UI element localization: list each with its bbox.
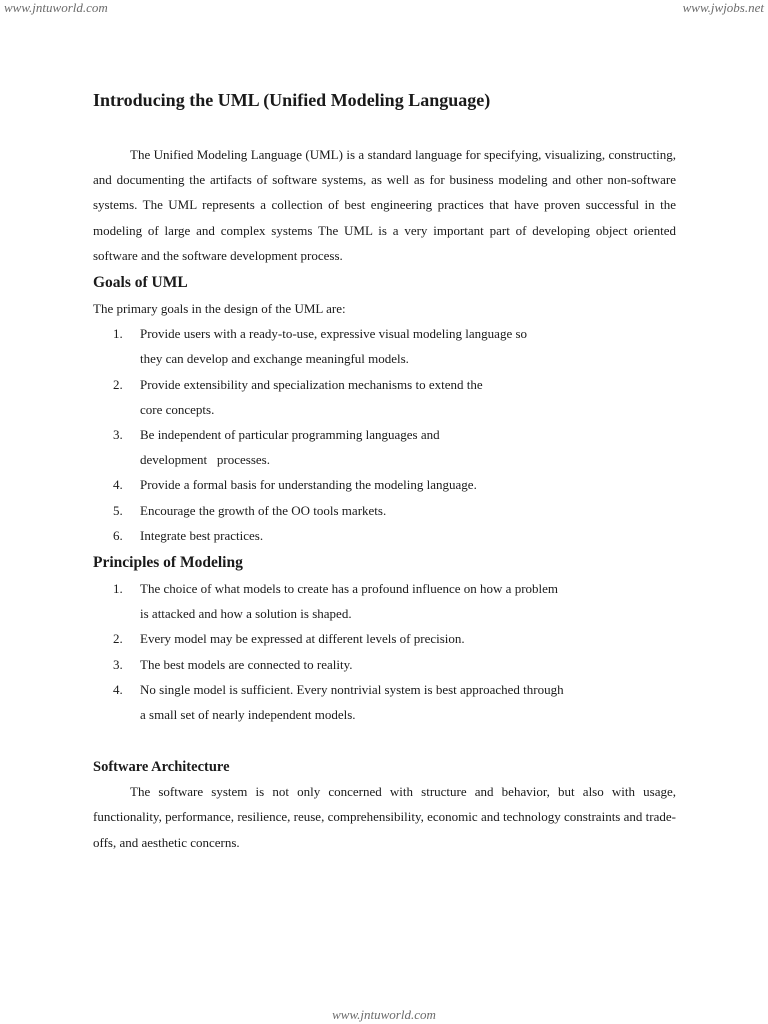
list-item xyxy=(93,472,676,497)
list-item xyxy=(93,498,676,523)
list-text: Be independent of particular programming languages and xyxy=(140,427,440,443)
list-text: Integrate best practices. xyxy=(140,527,264,543)
list-text: The best models are connected to reality. xyxy=(140,656,353,672)
list-text: Provide users with a ready-to-use, expressive visual modeling language so xyxy=(140,326,528,342)
goals-heading: Goals of UML xyxy=(93,274,188,292)
architecture-heading: Software Architecture xyxy=(93,759,230,776)
list-number: 2. xyxy=(113,631,123,647)
list-number: 5. xyxy=(113,502,123,518)
list-text: The choice of what models to create has a profound influence on how a problem xyxy=(140,581,559,597)
list-number: 4. xyxy=(113,477,123,493)
list-text: Encourage the growth of the OO tools markets. xyxy=(140,502,387,518)
list-text: they can develop and exchange meaningful models. xyxy=(140,351,409,367)
list-item xyxy=(93,576,676,626)
list-number: 3. xyxy=(113,427,123,443)
header-right-url: www.jwjobs.net xyxy=(682,0,764,15)
list-number: 3. xyxy=(113,656,123,672)
list-number: 2. xyxy=(113,376,123,392)
list-text: development processes. xyxy=(140,452,270,468)
list-number: 1. xyxy=(113,581,123,597)
list-number: 4. xyxy=(113,681,123,697)
list-item xyxy=(93,321,676,371)
list-number: 1. xyxy=(113,326,123,342)
list-text: Provide extensibility and specialization mechanisms to extend the xyxy=(140,376,483,392)
header-left-url: www.jntuworld.com xyxy=(4,0,108,15)
list-item xyxy=(93,652,676,677)
list-text: core concepts. xyxy=(140,401,215,417)
principles-heading: Principles of Modeling xyxy=(93,554,243,572)
principles-list xyxy=(93,576,676,727)
list-text: a small set of nearly independent models. xyxy=(140,707,356,723)
list-item xyxy=(93,372,676,422)
list-text: Every model may be expressed at different levels of precision. xyxy=(140,631,465,647)
document-title: Introducing the UML (Unified Modeling Language) xyxy=(93,90,491,110)
footer-url: www.jntuworld.com xyxy=(332,1007,436,1022)
list-item xyxy=(93,523,676,548)
list-text: No single model is sufficient. Every nontrivial system is best approached through xyxy=(140,681,564,697)
list-text: is attacked and how a solution is shaped. xyxy=(140,606,352,622)
document-body xyxy=(93,88,676,855)
goals-lead: The primary goals in the design of the UML are: xyxy=(93,301,346,317)
goals-list xyxy=(93,321,676,548)
list-item xyxy=(93,626,676,651)
list-item xyxy=(93,422,676,472)
intro-paragraph: The Unified Modeling Language (UML) is a standard language for specifying, visualizing, constructing, and documenting the artifacts of software systems, as well as for business modeling and other non-software systems. The UML represents a collection of best engineering practices that have proven successful in the modeling of large and complex systems The UML is a very important part of developing object oriented software and the software development process. xyxy=(93,147,676,263)
list-number: 6. xyxy=(113,527,123,543)
list-text: Provide a formal basis for understanding the modeling language. xyxy=(140,477,477,493)
architecture-paragraph: The software system is not only concerned with structure and behavior, but also with usage, functionality, performance, resilience, reuse, comprehensibility, economic and technology constraints and trade-offs, and aesthetic concerns. xyxy=(93,784,676,850)
list-item xyxy=(93,677,676,727)
